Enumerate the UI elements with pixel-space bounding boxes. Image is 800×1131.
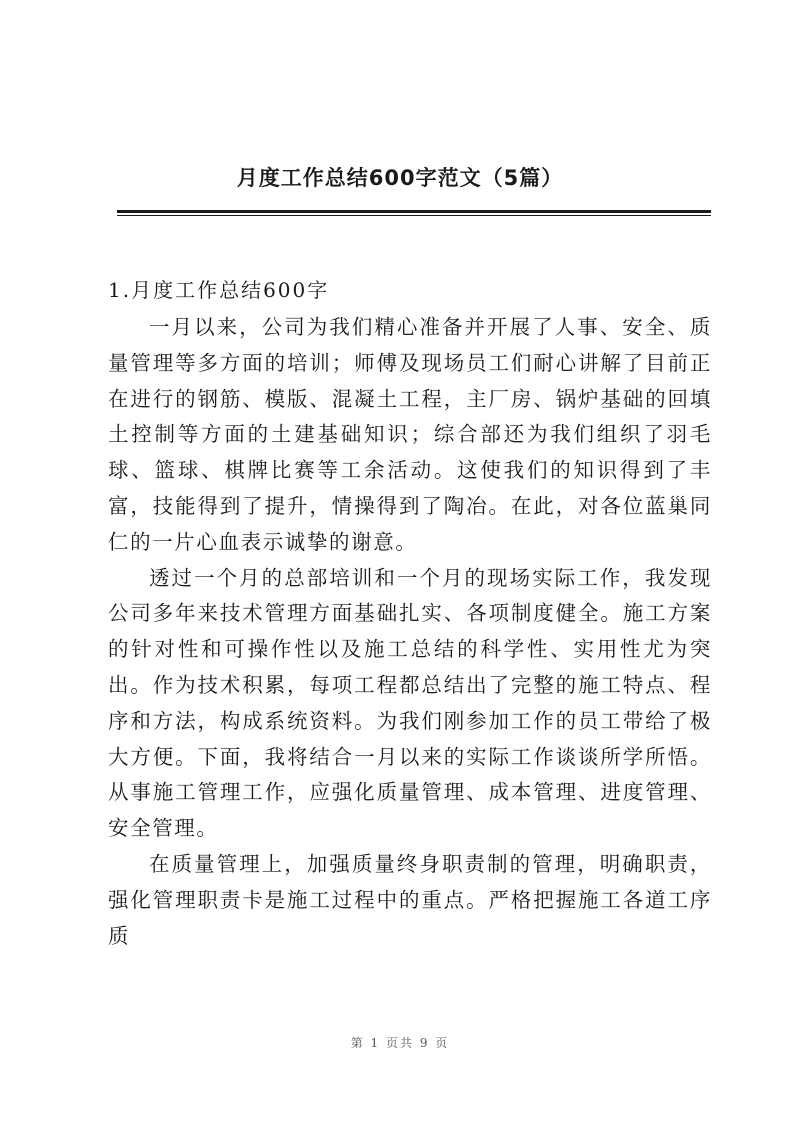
paragraph: 在质量管理上，加强质量终身职责制的管理，明确职责，强化管理职责卡是施工过程中的重点。严格把握施工各道工序质 (108, 851, 712, 948)
document-title: 月度工作总结600字范文（5篇） (236, 166, 564, 190)
page-footer: 第 1 页共 9 页 (350, 1036, 450, 1050)
body-text (108, 310, 712, 954)
section-heading: 1.月度工作总结600字 (108, 278, 330, 302)
title-divider-thin (117, 215, 711, 216)
paragraph: 一月以来，公司为我们精心准备并开展了人事、安全、质量管理等多方面的培训；师傅及现场员工们耐心讲解了目前正在进行的钢筋、模版、混凝土工程，主厂房、锅炉基础的回填土控制等方面的土建基础知识；综合部还为我们组织了羽毛球、篮球、棋牌比赛等工余活动。这使我们的知识得到了丰富，技能得到了提升，情操得到了陶冶。在此，对各位蓝巢同仁的一片心血表示诚挚的谢意。 (108, 315, 712, 554)
title-divider-thick (117, 210, 711, 213)
paragraph: 透过一个月的总部培训和一个月的现场实际工作，我发现公司多年来技术管理方面基础扎实、各项制度健全。施工方案的针对性和可操作性以及施工总结的科学性、实用性尤为突出。作为技术积累，每项工程都总结出了完整的施工特点、程序和方法，构成系统资料。为我们刚参加工作的员工带给了极大方便。下面，我将结合一月以来的实际工作谈谈所学所悟。从事施工管理工作，应强化质量管理、成本管理、进度管理、安全管理。 (108, 565, 712, 841)
